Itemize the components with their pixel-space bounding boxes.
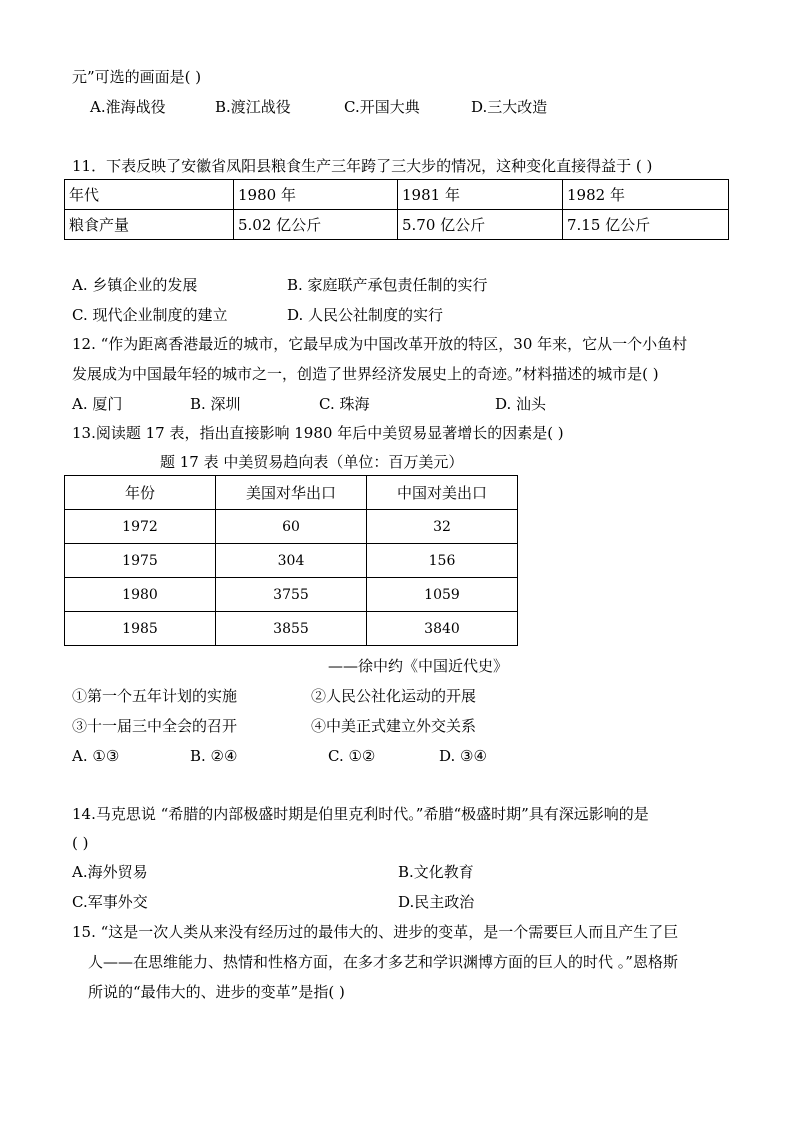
q15-stem-line2: 人——在思维能力、热情和性格方面，在多才多艺和学识渊博方面的巨人的时代 。”恩格斯 bbox=[88, 953, 678, 971]
table-cell: 3840 bbox=[367, 612, 518, 646]
q13-option-b: B. ②④ bbox=[190, 747, 238, 765]
q13-option-d: D. ③④ bbox=[439, 747, 487, 765]
table-cell: 5.02 亿公斤 bbox=[234, 210, 398, 240]
table-header-cell: 美国对华出口 bbox=[216, 476, 367, 510]
table-cell: 1985 bbox=[65, 612, 216, 646]
q13-item-3: ③十一届三中全会的召开 bbox=[72, 717, 238, 735]
q12-stem-line2: 发展成为中国最年轻的城市之一，创造了世界经济发展史上的奇迹。”材料描述的城市是( ) bbox=[72, 365, 659, 383]
q14-option-d: D.民主政治 bbox=[398, 893, 475, 911]
table-row bbox=[65, 210, 729, 240]
table-row bbox=[65, 578, 518, 612]
q13-table-caption: 题 17 表 中美贸易趋向表（单位：百万美元） bbox=[160, 453, 464, 471]
table-row bbox=[65, 476, 518, 510]
q10-stem-tail: 元”可选的画面是( ) bbox=[72, 68, 202, 86]
q11-option-b: B. 家庭联产承包责任制的实行 bbox=[287, 276, 488, 294]
table-cell: 7.15 亿公斤 bbox=[563, 210, 729, 240]
q12-option-d: D. 汕头 bbox=[495, 395, 547, 413]
q12-stem-line1: 12. “作为距离香港最近的城市，它最早成为中国改革开放的特区，30 年来，它从一个小鱼村 bbox=[72, 335, 688, 353]
table-cell: 1982 年 bbox=[563, 180, 729, 210]
q10-option-d: D.三大改造 bbox=[471, 98, 548, 116]
table-cell: 60 bbox=[216, 510, 367, 544]
q13-option-c: C. ①② bbox=[328, 747, 376, 765]
table-cell: 年代 bbox=[65, 180, 234, 210]
q13-item-1: ①第一个五年计划的实施 bbox=[72, 687, 238, 705]
q10-option-a: A.淮海战役 bbox=[90, 98, 166, 116]
q13-option-a: A. ①③ bbox=[72, 747, 120, 765]
q14-answer-bracket: ( ) bbox=[72, 834, 89, 852]
q12-option-c: C. 珠海 bbox=[319, 395, 370, 413]
table-row bbox=[65, 544, 518, 578]
q14-option-a: A.海外贸易 bbox=[72, 863, 148, 881]
table-header-cell: 年份 bbox=[65, 476, 216, 510]
table-cell: 3855 bbox=[216, 612, 367, 646]
table-row bbox=[65, 612, 518, 646]
q11-stem: 11．下表反映了安徽省凤阳县粮食生产三年跨了三大步的情况，这种变化直接得益于 ( ) bbox=[72, 157, 653, 175]
table-cell: 5.70 亿公斤 bbox=[398, 210, 563, 240]
table-cell: 1059 bbox=[367, 578, 518, 612]
q15-stem-line3: 所说的“最伟大的、进步的变革”是指( ) bbox=[88, 983, 345, 1001]
table-cell: 1980 bbox=[65, 578, 216, 612]
table-cell: 3755 bbox=[216, 578, 367, 612]
q11-option-a: A. 乡镇企业的发展 bbox=[72, 276, 198, 294]
table-cell: 304 bbox=[216, 544, 367, 578]
table-cell: 1980 年 bbox=[234, 180, 398, 210]
q14-option-b: B.文化教育 bbox=[398, 863, 474, 881]
q12-option-b: B. 深圳 bbox=[190, 395, 241, 413]
table-cell: 粮食产量 bbox=[65, 210, 234, 240]
table-row bbox=[65, 510, 518, 544]
q13-table bbox=[64, 475, 518, 646]
table-cell: 1975 bbox=[65, 544, 216, 578]
q10-option-b: B.渡江战役 bbox=[215, 98, 291, 116]
q11-table bbox=[64, 179, 729, 240]
q14-option-c: C.军事外交 bbox=[72, 893, 148, 911]
table-cell: 1972 bbox=[65, 510, 216, 544]
q13-item-2: ②人民公社化运动的开展 bbox=[311, 687, 477, 705]
q13-source-citation: ——徐中约《中国近代史》 bbox=[328, 657, 509, 675]
q11-option-c: C. 现代企业制度的建立 bbox=[72, 306, 228, 324]
q12-option-a: A. 厦门 bbox=[72, 395, 123, 413]
q10-option-c: C.开国大典 bbox=[344, 98, 420, 116]
table-cell: 32 bbox=[367, 510, 518, 544]
table-row bbox=[65, 180, 729, 210]
q13-item-4: ④中美正式建立外交关系 bbox=[311, 717, 477, 735]
q11-option-d: D. 人民公社制度的实行 bbox=[287, 306, 444, 324]
q15-stem-line1: 15. “这是一次人类从来没有经历过的最伟大的、进步的变革，是一个需要巨人而且产生了巨 bbox=[72, 923, 679, 941]
q14-stem: 14.马克思说 “希腊的内部极盛时期是伯里克利时代。”希腊“极盛时期”具有深远影响的是 bbox=[72, 805, 649, 823]
table-cell: 1981 年 bbox=[398, 180, 563, 210]
table-header-cell: 中国对美出口 bbox=[367, 476, 518, 510]
q13-stem: 13.阅读题 17 表，指出直接影响 1980 年后中美贸易显著增长的因素是( ) bbox=[72, 424, 564, 442]
table-cell: 156 bbox=[367, 544, 518, 578]
